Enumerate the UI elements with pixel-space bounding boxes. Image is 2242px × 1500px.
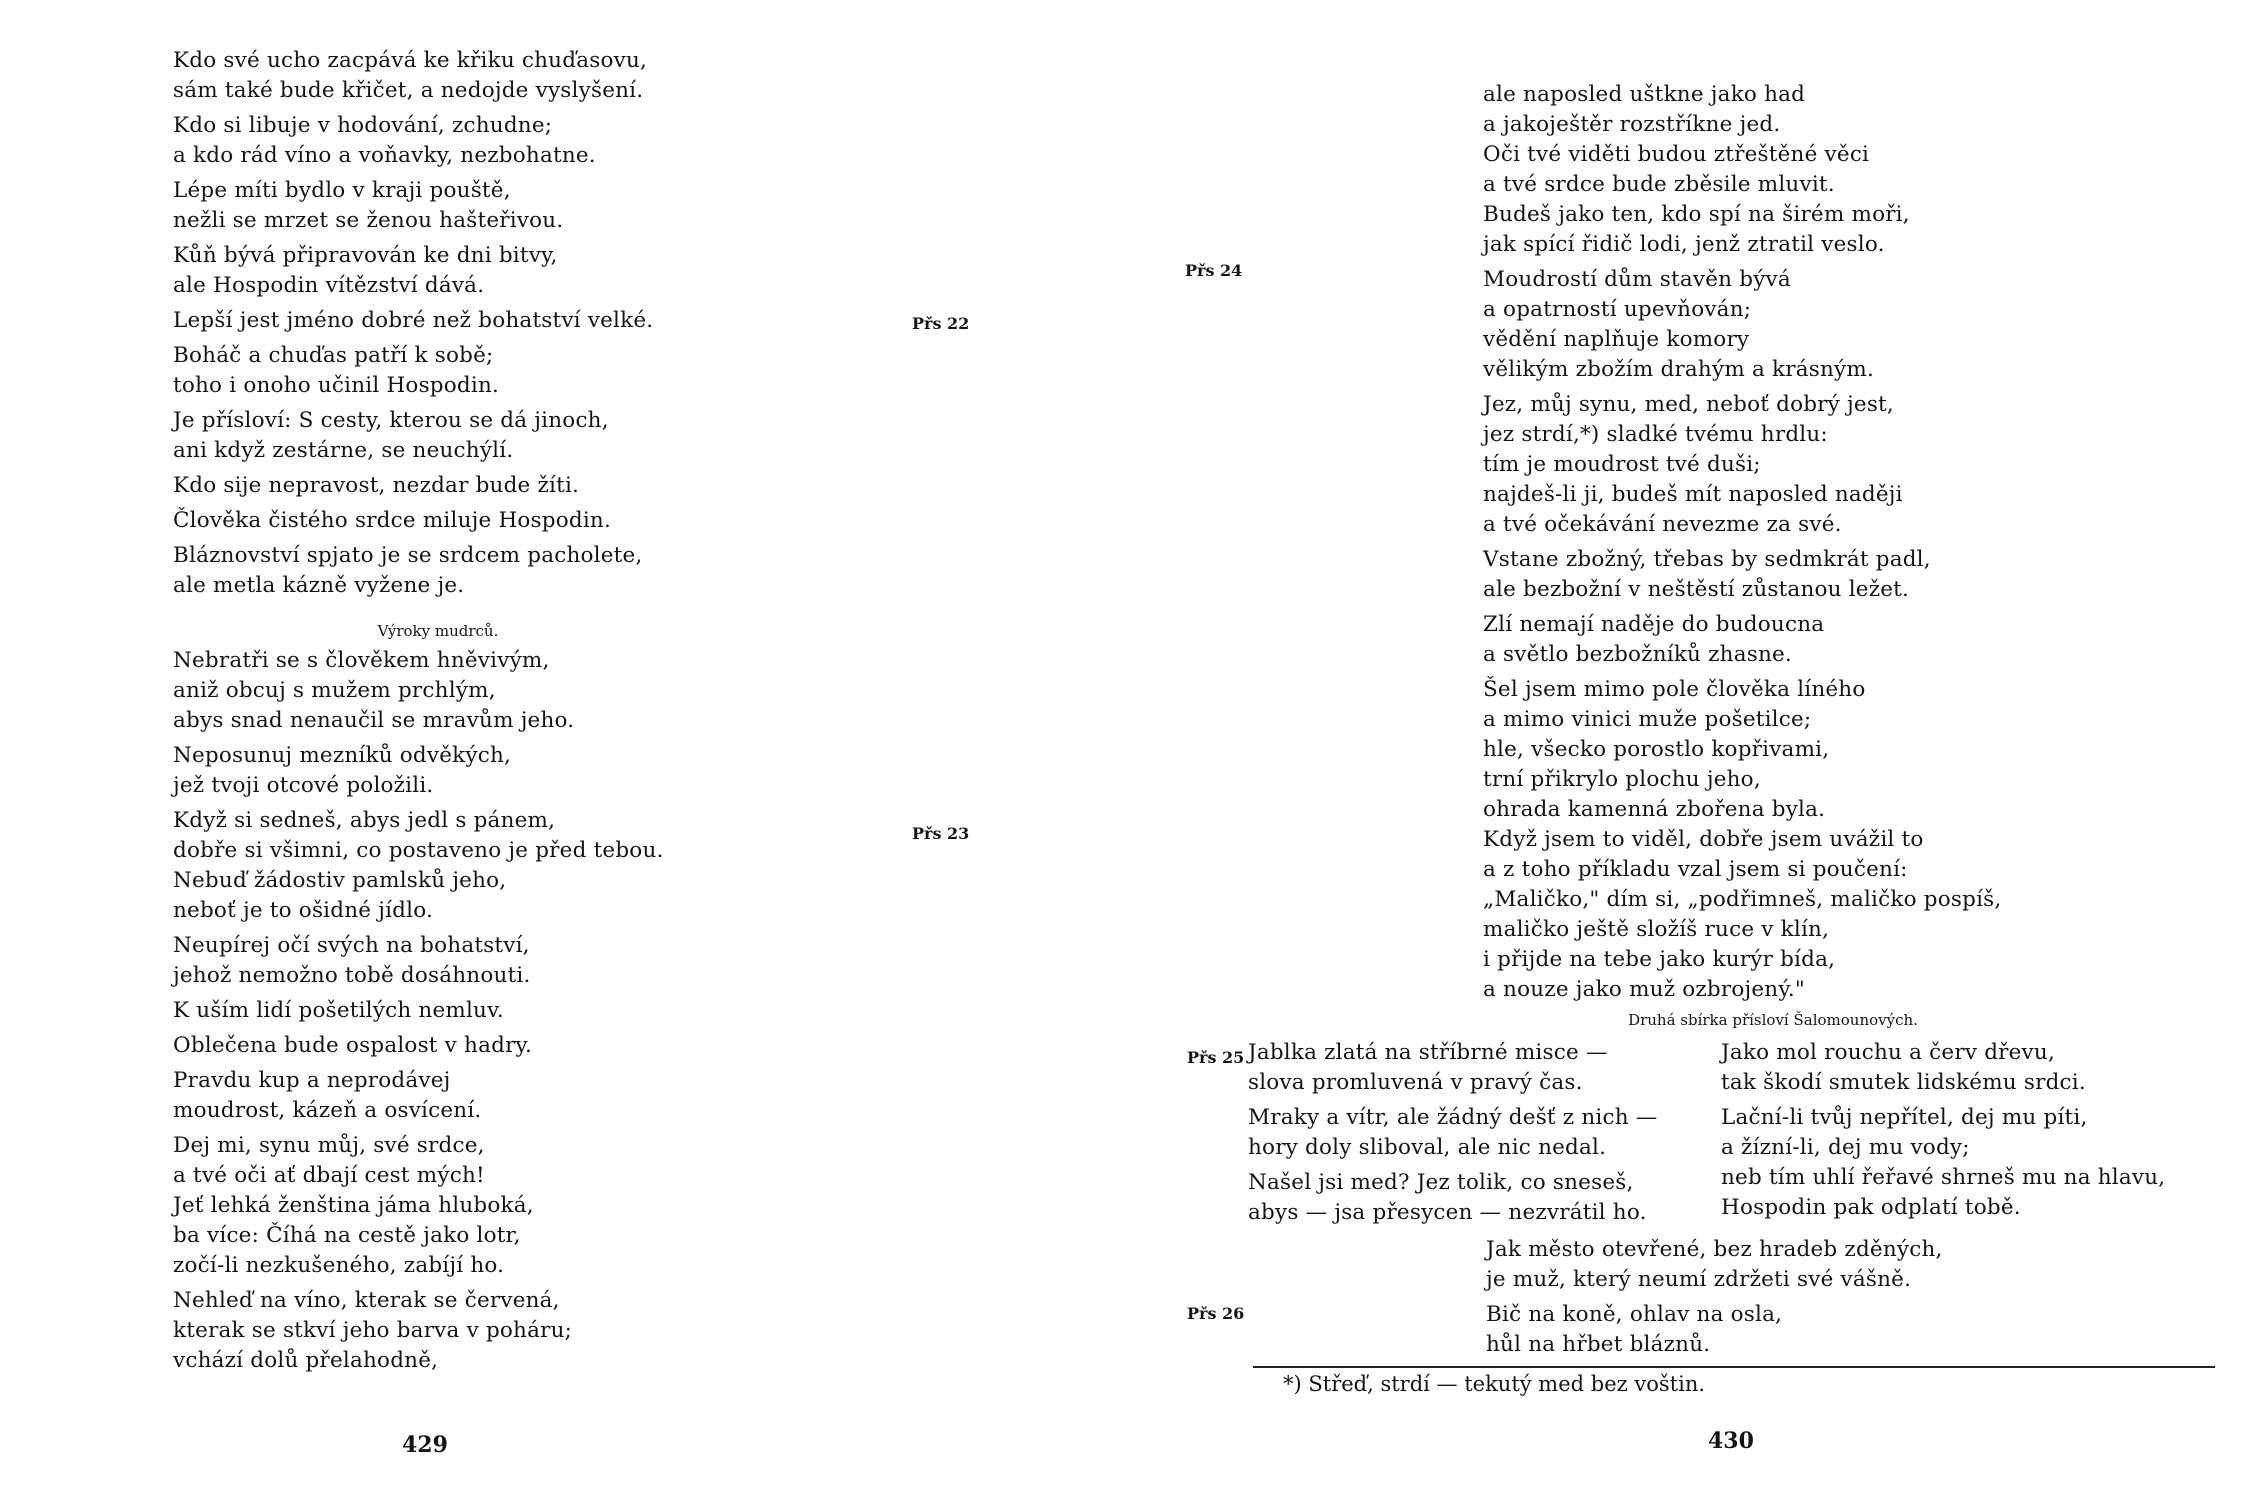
verse-line: „Maličko," dím si, „podřimneš, maličko pospíš,	[1483, 887, 2002, 912]
verse-line: jež tvoji otcové položili.	[173, 773, 434, 798]
verse-line: Moudrostí dům stavěn bývá	[1483, 267, 1791, 292]
verse-line: Bič na koně, ohlav na osla,	[1486, 1302, 1783, 1327]
verse-line: Nebratři se s člověkem hněvivým,	[173, 648, 550, 673]
verse-line: ohrada kamenná zbořena byla.	[1483, 797, 1826, 822]
verse-line: Lépe míti bydlo v kraji pouště,	[173, 178, 511, 203]
page-number: 429	[402, 1432, 448, 1458]
verse-line: a z toho příkladu vzal jsem si poučení:	[1483, 857, 1908, 882]
two-column-left	[1248, 1038, 1658, 1233]
stanza	[1483, 675, 2001, 1005]
stanza	[1721, 1038, 2165, 1098]
verse-line: a světlo bezbožníků zhasne.	[1483, 642, 1792, 667]
verse-line: a žízní-li, dej mu vody;	[1721, 1135, 1970, 1160]
verse-line: Kdo své ucho zacpává ke křiku chuďasovu,	[173, 48, 648, 73]
verse-line: Našel jsi med? Jez tolik, co sneseš,	[1248, 1170, 1634, 1195]
footnote: *) Střeď, strdí — tekutý med bez voštin.	[1283, 1372, 1706, 1396]
stanza	[173, 341, 653, 401]
page-number: 430	[1708, 1428, 1754, 1454]
verse-line: tak škodí smutek lidskému srdci.	[1721, 1070, 2086, 1095]
stanza	[1483, 265, 2001, 385]
verse-line: ale metla kázně vyžene je.	[173, 573, 465, 598]
footnote-rule	[1253, 1366, 2215, 1368]
two-column-right	[1721, 1038, 2165, 1228]
verse-line: Jak město otevřené, bez hradeb zděných,	[1486, 1237, 1943, 1262]
verse-line: a mimo vinici muže pošetilce;	[1483, 707, 1812, 732]
verse-line: neb tím uhlí řeřavé shrneš mu na hlavu,	[1721, 1165, 2166, 1190]
verse-line: Když jsem to viděl, dobře jsem uvážil to	[1483, 827, 1924, 852]
verse-line: vělikým zbožím drahým a krásným.	[1483, 357, 1874, 382]
verse-line: aniž obcuj s mužem prchlým,	[173, 678, 496, 703]
verse-line: hůl na hřbet bláznů.	[1486, 1332, 1711, 1357]
verse-line: hory doly sliboval, ale nic nedal.	[1248, 1135, 1607, 1160]
section-heading: Druhá sbírka přísloví Šalomounových.	[1628, 1011, 1918, 1029]
verse-line: abys snad nenaučil se mravům jeho.	[173, 708, 575, 733]
verse-line: Neposunuj mezníků odvěkých,	[173, 743, 512, 768]
verse-line: kterak se stkví jeho barva v poháru;	[173, 1318, 573, 1343]
verse-line: Dej mi, synu můj, své srdce,	[173, 1133, 485, 1158]
verse-line: je muž, který neumí zdržeti své vášně.	[1486, 1267, 1912, 1292]
verse-line: nežli se mrzet se ženou hašteřivou.	[173, 208, 564, 233]
verse-line: tím je moudrost tvé duši;	[1483, 452, 1761, 477]
right-text-column	[1483, 80, 2001, 1010]
verse-line: a tvé očekávání nevezme za své.	[1483, 512, 1842, 537]
verse-line: abys — jsa přesycen — nezvrátil ho.	[1248, 1200, 1647, 1225]
stanza	[173, 806, 664, 926]
stanza	[1483, 545, 2001, 605]
verse-line: Šel jsem mimo pole člověka líného	[1483, 677, 1866, 702]
verse-line: Kdo sije nepravost, nezdar bude žíti.	[173, 473, 580, 498]
stanza	[173, 1031, 664, 1061]
verse-line: Jeť lehká ženština jáma hluboká,	[173, 1193, 534, 1218]
verse-line: ba více: Číhá na cestě jako lotr,	[173, 1223, 521, 1248]
verse-line: Mraky a vítr, ale žádný dešť z nich —	[1248, 1105, 1658, 1130]
stanza	[173, 1066, 664, 1126]
verse-line: toho i onoho učinil Hospodin.	[173, 373, 500, 398]
verse-line: sám také bude křičet, a nedojde vyslyšení.	[173, 78, 644, 103]
stanza	[173, 931, 664, 991]
stanza	[173, 646, 664, 736]
verse-line: Jablka zlatá na stříbrné misce —	[1248, 1040, 1608, 1065]
verse-line: a jakoještěr rozstříkne jed.	[1483, 112, 1781, 137]
verse-line: Když si sedneš, abys jedl s pánem,	[173, 808, 556, 833]
stanza	[1483, 610, 2001, 670]
verse-line: Bláznovství spjato je se srdcem pacholete,	[173, 543, 643, 568]
stanza	[173, 176, 653, 236]
stanza	[173, 741, 664, 801]
verse-line: Kdo si libuje v hodování, zchudne;	[173, 113, 553, 138]
stanza	[1721, 1103, 2165, 1223]
stanza	[173, 406, 653, 466]
margin-reference: Přs 24	[1185, 261, 1243, 280]
stanza	[173, 996, 664, 1026]
right-page	[1121, 0, 2242, 1500]
stanza	[173, 1131, 664, 1281]
verse-line: slova promluvená v pravý čas.	[1248, 1070, 1583, 1095]
stanza	[173, 306, 653, 336]
stanza	[1486, 1300, 1943, 1360]
verse-line: maličko ještě složíš ruce v klín,	[1483, 917, 1830, 942]
verse-line: a kdo rád víno a voňavky, nezbohatne.	[173, 143, 596, 168]
stanza	[173, 506, 653, 536]
verse-line: Nebuď žádostiv pamlsků jeho,	[173, 868, 507, 893]
verse-line: zočí-li nezkušeného, zabíjí ho.	[173, 1253, 505, 1278]
verse-line: najdeš-li ji, budeš mít naposled naději	[1483, 482, 1903, 507]
stanza	[1483, 80, 2001, 260]
verse-line: a tvé srdce bude zběsile mluvit.	[1483, 172, 1835, 197]
verse-line: ale bezbožní v neštěstí zůstanou ležet.	[1483, 577, 1910, 602]
verse-line: Lační-li tvůj nepřítel, dej mu píti,	[1721, 1105, 2088, 1130]
verse-line: jak spící řidič lodi, jenž ztratil veslo.	[1483, 232, 1885, 257]
left-text-column-2	[173, 646, 664, 1381]
stanza	[1486, 1235, 1943, 1295]
verse-line: Jez, můj synu, med, neboť dobrý jest,	[1483, 392, 1894, 417]
stanza	[173, 541, 653, 601]
verse-line: ani když zestárne, se neuchýlí.	[173, 438, 514, 463]
verse-line: a tvé oči ať dbají cest mých!	[173, 1163, 485, 1188]
verse-line: Člověka čistého srdce miluje Hospodin.	[173, 508, 611, 533]
verse-line: vědění naplňuje komory	[1483, 327, 1750, 352]
verse-line: ale Hospodin vítězství dává.	[173, 273, 485, 298]
margin-reference: Přs 25	[1187, 1048, 1245, 1067]
verse-line: Oči tvé viděti budou ztřeštěné věci	[1483, 142, 1870, 167]
left-text-column	[173, 46, 653, 606]
verse-line: hle, všecko porostlo kopřivami,	[1483, 737, 1830, 762]
verse-line: a opatrností upevňován;	[1483, 297, 1752, 322]
margin-reference: Přs 22	[912, 314, 970, 333]
verse-line: Zlí nemají naděje do budoucna	[1483, 612, 1825, 637]
stanza	[1483, 390, 2001, 540]
verse-line: Hospodin pak odplatí tobě.	[1721, 1195, 2021, 1220]
stanza	[1248, 1103, 1658, 1163]
verse-line: Pravdu kup a neprodávej	[173, 1068, 451, 1093]
verse-line: moudrost, kázeň a osvícení.	[173, 1098, 482, 1123]
verse-line: Boháč a chuďas patří k sobě;	[173, 343, 494, 368]
verse-line: vchází dolů přelahodně,	[173, 1348, 439, 1373]
stanza	[173, 1286, 664, 1376]
verse-line: Je přísloví: S cesty, kterou se dá jinoch,	[173, 408, 609, 433]
verse-line: i přijde na tebe jako kurýr bída,	[1483, 947, 1836, 972]
right-text-tail	[1486, 1235, 1943, 1365]
stanza	[173, 111, 653, 171]
verse-line: dobře si všimni, co postaveno je před tebou.	[173, 838, 664, 863]
verse-line: K uším lidí pošetilých nemluv.	[173, 998, 504, 1023]
verse-line: Vstane zbožný, třebas by sedmkrát padl,	[1483, 547, 1931, 572]
verse-line: jez strdí,*) sladké tvému hrdlu:	[1483, 422, 1828, 447]
verse-line: Neupírej očí svých na bohatství,	[173, 933, 530, 958]
verse-line: jehož nemožno tobě dosáhnouti.	[173, 963, 531, 988]
stanza	[173, 241, 653, 301]
stanza	[173, 46, 653, 106]
verse-line: a nouze jako muž ozbrojený."	[1483, 977, 1805, 1002]
verse-line: trní přikrylo plochu jeho,	[1483, 767, 1761, 792]
verse-line: Oblečena bude ospalost v hadry.	[173, 1033, 533, 1058]
margin-reference: Přs 23	[912, 824, 970, 843]
verse-line: Kůň bývá připravován ke dni bitvy,	[173, 243, 558, 268]
stanza	[1248, 1038, 1658, 1098]
verse-line: Nehleď na víno, kterak se červená,	[173, 1288, 560, 1313]
section-heading: Výroky mudrců.	[377, 622, 499, 640]
verse-line: Lepší jest jméno dobré než bohatství velké.	[173, 308, 654, 333]
verse-line: ale naposled uštkne jako had	[1483, 82, 1806, 107]
verse-line: neboť je to ošidné jídlo.	[173, 898, 433, 923]
stanza	[173, 471, 653, 501]
verse-line: Jako mol rouchu a červ dřevu,	[1721, 1040, 2055, 1065]
stanza	[1248, 1168, 1658, 1228]
verse-line: Budeš jako ten, kdo spí na širém moři,	[1483, 202, 1910, 227]
margin-reference: Přs 26	[1187, 1304, 1245, 1323]
